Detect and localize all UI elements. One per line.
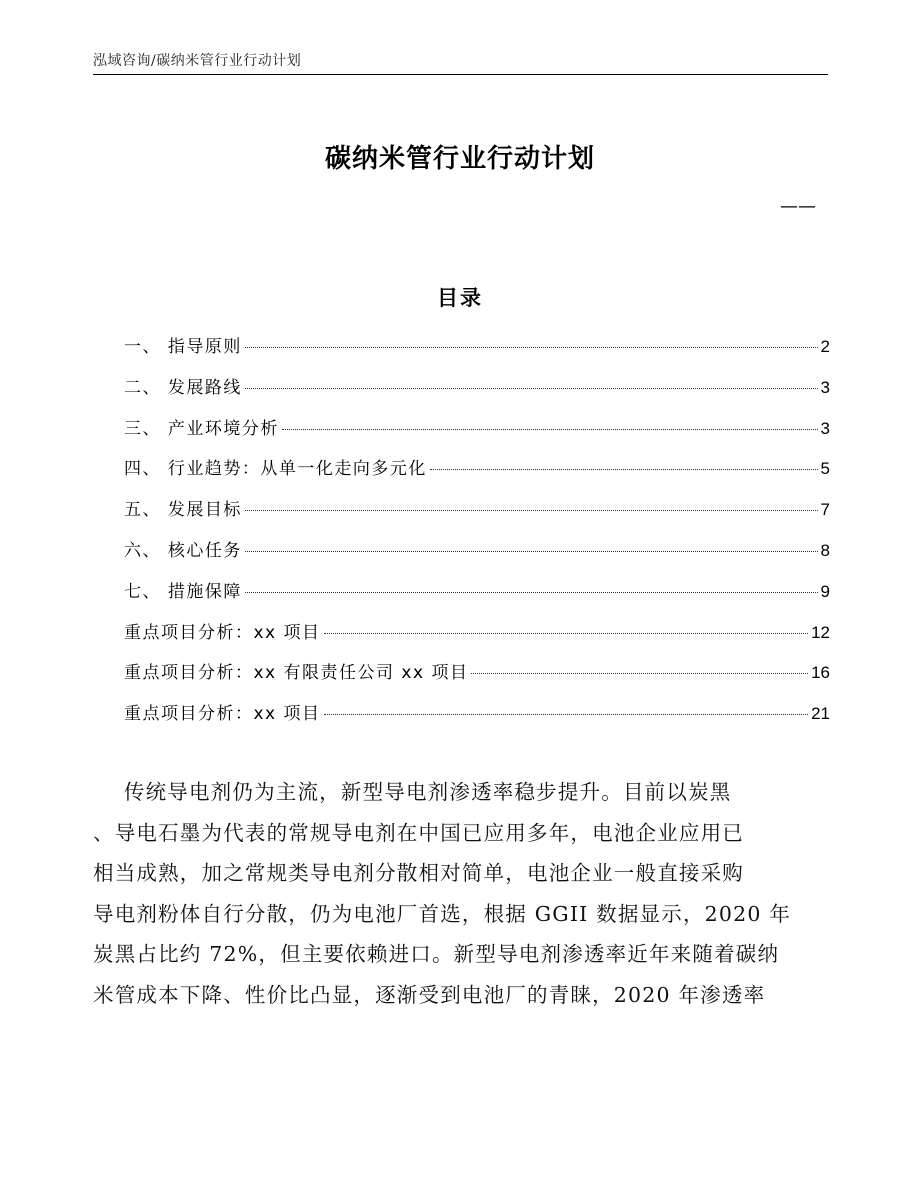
toc-leader-dots [245, 347, 818, 348]
toc-entry-development-route[interactable] [124, 373, 830, 414]
toc-entry-key-project-3[interactable] [124, 699, 830, 740]
toc-leader-dots [430, 469, 818, 470]
toc-entry-development-goals[interactable] [124, 495, 830, 536]
toc-leader-dots [324, 633, 809, 634]
toc-page-number: 7 [820, 500, 830, 520]
toc-entry-industry-trend[interactable] [124, 454, 830, 495]
toc-entry-safeguard-measures[interactable] [124, 577, 830, 618]
body-line: 、导电石墨为代表的常规导电剂在中国已应用多年，电池企业应用已 [93, 820, 744, 845]
toc-heading: 目录 [437, 286, 483, 310]
running-header: 泓域咨询/碳纳米管行业行动计划 [93, 53, 302, 69]
toc-page-number: 21 [811, 704, 830, 724]
toc-leader-dots [245, 388, 818, 389]
toc-entry-label: 一、 指导原则 [124, 337, 242, 357]
body-paragraph [93, 772, 828, 1015]
toc-entry-key-project-1[interactable] [124, 618, 830, 659]
table-of-contents [124, 332, 830, 740]
toc-entry-label: 重点项目分析：xx 项目 [124, 704, 321, 725]
toc-entry-label: 三、 产业环境分析 [124, 418, 279, 439]
toc-entry-guiding-principles[interactable] [124, 332, 830, 373]
toc-page-number: 3 [820, 418, 830, 438]
toc-leader-dots [324, 714, 809, 715]
toc-page-number: 9 [820, 581, 830, 601]
toc-entry-label: 二、 发展路线 [124, 377, 242, 398]
toc-entry-industry-environment[interactable] [124, 414, 830, 455]
document-title: 碳纳米管行业行动计划 [324, 144, 595, 174]
toc-entry-label: 五、 发展目标 [124, 500, 242, 521]
header-divider [93, 74, 828, 75]
toc-entry-label: 六、 核心任务 [124, 540, 242, 561]
toc-page-number: 8 [820, 540, 830, 560]
toc-page-number: 5 [820, 459, 830, 479]
toc-page-number: 2 [820, 337, 830, 356]
toc-entry-label: 重点项目分析：xx 有限责任公司 xx 项目 [124, 663, 469, 684]
toc-leader-dots [282, 429, 818, 430]
body-line: 导电剂粉体自行分散，仍为电池厂首选，根据 GGII 数据显示，2020 年 [93, 901, 792, 926]
toc-entry-label: 七、 措施保障 [124, 581, 242, 602]
toc-page-number: 12 [811, 622, 830, 642]
toc-entry-label: 四、 行业趋势：从单一化走向多元化 [124, 459, 427, 480]
toc-page-number: 16 [811, 663, 830, 683]
body-line: 炭黑占比约 72%，但主要依赖进口。新型导电剂渗透率近年来随着碳纳 [93, 942, 780, 966]
toc-leader-dots [245, 551, 818, 552]
toc-entry-label: 重点项目分析：xx 项目 [124, 622, 321, 643]
toc-leader-dots [471, 673, 808, 674]
body-line: 米管成本下降、性价比凸显，逐渐受到电池厂的青睐，2020 年渗透率 [93, 982, 766, 1007]
toc-page-number: 3 [820, 377, 830, 397]
subtitle-dash: —— [780, 196, 816, 217]
body-line: 相当成熟，加之常规类导电剂分散相对简单，电池企业一般直接采购 [93, 861, 744, 885]
toc-leader-dots [245, 592, 818, 593]
toc-entry-core-tasks[interactable] [124, 536, 830, 577]
body-line: 传统导电剂仍为主流，新型导电剂渗透率稳步提升。目前以炭黑 [93, 780, 732, 804]
toc-entry-key-project-2[interactable] [124, 658, 830, 699]
toc-leader-dots [245, 510, 818, 511]
